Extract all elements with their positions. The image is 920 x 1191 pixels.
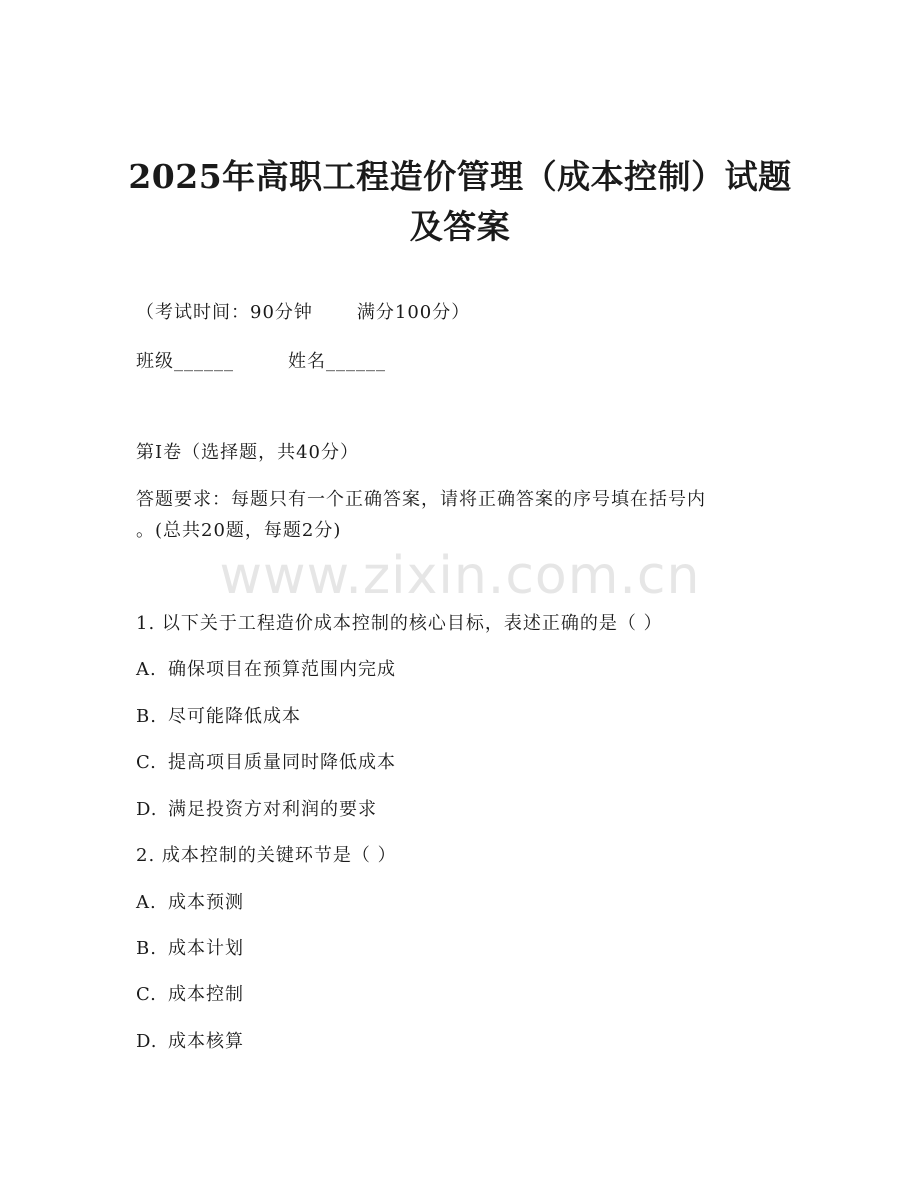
student-info: [136, 349, 386, 375]
option-text: 成本核算: [168, 1031, 244, 1052]
class-field: 班级______: [136, 351, 234, 372]
full-score: 满分100分）: [356, 302, 471, 323]
option-text: 成本预测: [168, 892, 244, 913]
exam-time: （考试时间：90分钟: [136, 302, 313, 323]
option-letter: D.: [136, 799, 158, 820]
option-text: 尽可能降低成本: [168, 706, 301, 727]
option-text: 提高项目质量同时降低成本: [168, 752, 396, 773]
watermark: www.zixin.com.cn: [219, 546, 701, 606]
name-field: 姓名______: [288, 351, 386, 372]
option-letter: C.: [136, 984, 157, 1005]
question-1-option-d: [136, 797, 377, 823]
question-2-option-d: [136, 1029, 244, 1055]
question-1-option-a: [136, 657, 396, 683]
question-2-stem: 2. 成本控制的关键环节是（ ）: [136, 845, 397, 866]
document-title: [60, 152, 860, 252]
instructions-line-1: 答题要求：每题只有一个正确答案，请将正确答案的序号填在括号内: [136, 489, 706, 510]
question-2-option-b: [136, 936, 244, 962]
title-line-2: 及答案: [409, 207, 511, 246]
option-letter: A.: [136, 892, 157, 913]
option-text: 成本计划: [168, 938, 244, 959]
question-2-option-c: [136, 982, 244, 1008]
exam-info: [136, 300, 470, 326]
option-letter: C.: [136, 752, 157, 773]
section-heading: 第Ⅰ卷（选择题，共40分）: [136, 442, 360, 463]
question-1-option-b: [136, 704, 301, 730]
question-1-option-c: [136, 750, 396, 776]
option-text: 成本控制: [168, 984, 244, 1005]
question-1-stem: 1. 以下关于工程造价成本控制的核心目标，表述正确的是（ ）: [136, 613, 663, 634]
title-line-1: 2025年高职工程造价管理（成本控制）试题: [128, 157, 792, 196]
option-letter: A.: [136, 659, 157, 680]
option-letter: B.: [136, 938, 157, 959]
option-text: 确保项目在预算范围内完成: [168, 659, 396, 680]
option-letter: D.: [136, 1031, 158, 1052]
option-letter: B.: [136, 706, 157, 727]
option-text: 满足投资方对利润的要求: [168, 799, 377, 820]
question-2-option-a: [136, 890, 244, 916]
instructions-line-2: 。(总共20题，每题2分): [136, 520, 342, 541]
